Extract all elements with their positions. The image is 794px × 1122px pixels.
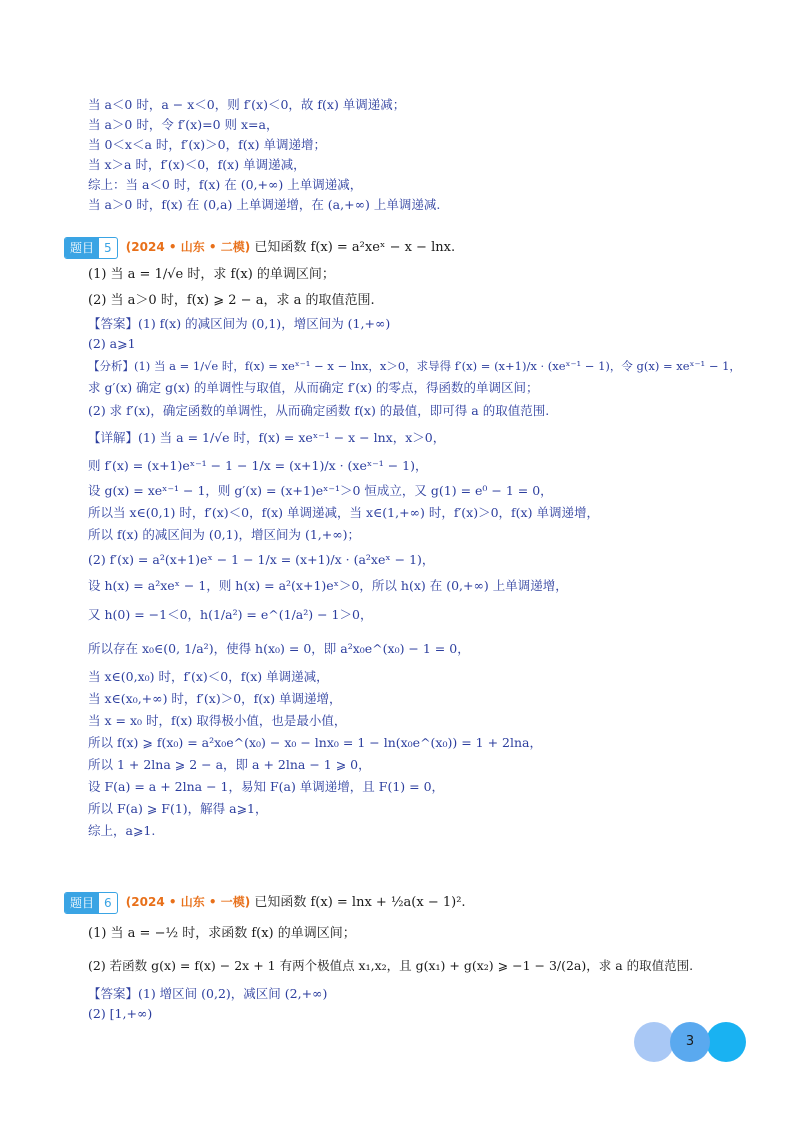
detail-line: 设 g(x) = xeˣ⁻¹ − 1，则 g′(x) = (x+1)eˣ⁻¹＞0 恒成立，又 g(1) = e⁰ − 1 = 0， <box>88 483 553 498</box>
problem-stem: 已知函数 f(x) = a²xeˣ − x − lnx. <box>254 240 456 255</box>
problem-tag <box>64 892 118 914</box>
detail-line: 则 f′(x) = (x+1)eˣ⁻¹ − 1 − 1/x = (x+1)/x · (xeˣ⁻¹ − 1)， <box>88 458 428 473</box>
problem-tag-number: 6 <box>104 895 112 910</box>
detail-line: 当 x∈(0,x₀) 时，f′(x)＜0，f(x) 单调递减， <box>88 669 329 684</box>
detail-line: 所以 1 + 2lna ⩾ 2 − a，即 a + 2lna − 1 ⩾ 0， <box>88 757 371 772</box>
page-number-badge <box>634 1022 746 1062</box>
problem-tag-label: 题目 <box>65 893 99 913</box>
detail-line: 当 x = x₀ 时，f(x) 取得极小值，也是最小值， <box>88 713 347 728</box>
problem-tag <box>64 237 118 259</box>
problem-part-1: (1) 当 a = −½ 时，求函数 f(x) 的单调区间； <box>88 926 356 941</box>
problem-tag-label: 题目 <box>65 238 99 258</box>
analysis-line: 【分析】(1) 当 a = 1/√e 时，f(x) = xeˣ⁻¹ − x − lnx，x＞0，求导得 f′(x) = (x+1)/x · (xeˣ⁻¹ − 1)，令 g(x) = xeˣ⁻¹ − 1， <box>88 359 741 373</box>
problem-5-body <box>88 262 768 842</box>
detail-line: 【详解】(1) 当 a = 1/√e 时，f(x) = xeˣ⁻¹ − x − lnx，x＞0， <box>88 430 446 445</box>
answer-line: (2) [1,+∞) <box>88 1006 153 1021</box>
problem-part-2: (2) 当 a＞0 时，f(x) ⩾ 2 − a，求 a 的取值范围. <box>88 293 375 308</box>
detail-line: 所以 f(x) ⩾ f(x₀) = a²x₀e^(x₀) − x₀ − lnx₀ = 1 − ln(x₀e^(x₀)) = 1 + 2lna， <box>88 735 542 750</box>
problem-tag-number: 5 <box>104 240 112 255</box>
solution-line: 当 0＜x＜a 时，f′(x)＞0，f(x) 单调递增； <box>88 137 327 152</box>
decorative-circle <box>634 1022 674 1062</box>
detail-line: 又 h(0) = −1＜0，h(1/a²) = e^(1/a²) − 1＞0， <box>88 607 373 622</box>
detail-line: 设 h(x) = a²xeˣ − 1，则 h(x) = a²(x+1)eˣ＞0，所以 h(x) 在 (0,+∞) 上单调递增， <box>88 578 568 593</box>
problem-6 <box>64 891 768 913</box>
decorative-circle <box>706 1022 746 1062</box>
detail-line: 当 x∈(x₀,+∞) 时，f′(x)＞0，f(x) 单调递增， <box>88 691 342 706</box>
page-number: 3 <box>685 1034 695 1049</box>
answer-line: 【答案】(1) 增区间 (0,2)，减区间 (2,+∞) <box>88 986 328 1001</box>
solution-line: 综上：当 a＜0 时，f(x) 在 (0,+∞) 上单调递减， <box>88 177 363 192</box>
analysis-line: 求 g′(x) 确定 g(x) 的单调性与取值，从而确定 f′(x) 的零点，得函数的单调区间； <box>88 380 539 395</box>
answer-line: (2) a⩾1 <box>88 336 136 351</box>
detail-line: 设 F(a) = a + 2lna − 1，易知 F(a) 单调递增，且 F(1) = 0， <box>88 779 445 794</box>
solution-line: 当 x＞a 时，f′(x)＜0，f(x) 单调递减， <box>88 157 306 172</box>
detail-line: (2) f′(x) = a²(x+1)eˣ − 1 − 1/x = (x+1)/x · (a²xeˣ − 1)， <box>88 552 435 567</box>
detail-line: 综上，a⩾1. <box>88 823 156 838</box>
detail-line: 所以 f(x) 的减区间为 (0,1)，增区间为 (1,+∞)； <box>88 527 361 542</box>
analysis-line: (2) 求 f′(x)，确定函数的单调性，从而确定函数 f(x) 的最值，即可得 a 的取值范围. <box>88 403 550 418</box>
problem-part-1: (1) 当 a = 1/√e 时，求 f(x) 的单调区间； <box>88 267 335 282</box>
problem-part-2: (2) 若函数 g(x) = f(x) − 2x + 1 有两个极值点 x₁,x₂，且 g(x₁) + g(x₂) ⩾ −1 − 3/(2a)，求 a 的取值范围. <box>88 958 694 973</box>
detail-line: 所以存在 x₀∈(0, 1/a²)，使得 h(x₀) = 0，即 a²x₀e^(x₀) − 1 = 0， <box>88 641 470 656</box>
problem-stem: 已知函数 f(x) = lnx + ½a(x − 1)². <box>254 895 466 910</box>
problem-source: (2024 • 山东 • 一模) <box>125 895 251 909</box>
problem-6-body <box>88 920 768 1024</box>
previous-solution <box>88 95 768 215</box>
problem-5 <box>64 236 768 258</box>
problem-6-header <box>64 891 768 913</box>
answer-line: 【答案】(1) f(x) 的减区间为 (0,1)，增区间为 (1,+∞) <box>88 316 391 331</box>
solution-line: 当 a＜0 时，a − x＜0，则 f′(x)＜0，故 f(x) 单调递减； <box>88 97 406 112</box>
detail-line: 所以 F(a) ⩾ F(1)，解得 a⩾1， <box>88 801 268 816</box>
solution-line: 当 a＞0 时，f(x) 在 (0,a) 上单调递增，在 (a,+∞) 上单调递减. <box>88 197 441 212</box>
detail-line: 所以当 x∈(0,1) 时，f′(x)＜0，f(x) 单调递减，当 x∈(1,+∞) 时，f′(x)＞0，f(x) 单调递增， <box>88 505 599 520</box>
solution-line: 当 a＞0 时，令 f′(x)=0 则 x=a， <box>88 117 279 132</box>
problem-source: (2024 • 山东 • 二模) <box>125 240 251 254</box>
problem-5-header <box>64 236 768 258</box>
